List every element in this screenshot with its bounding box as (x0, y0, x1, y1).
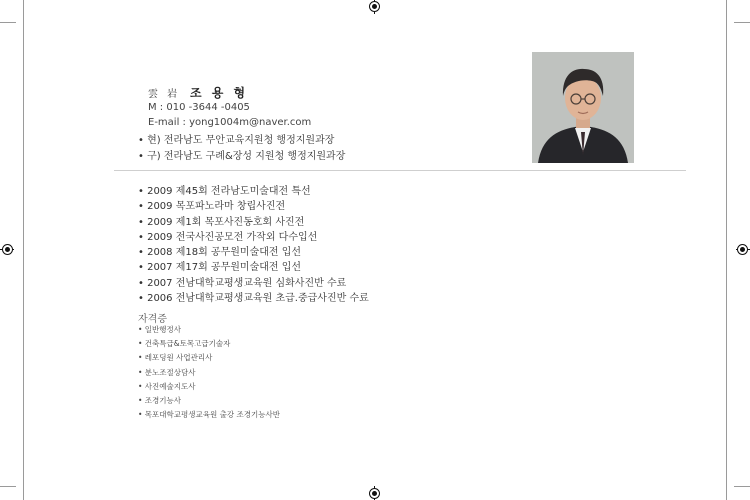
award-item: • 2009 제1회 목포사진동호회 사진전 (138, 216, 305, 228)
crop-line-right (726, 0, 727, 500)
crop-line-top (0, 22, 16, 23)
award-item: • 2007 전남대학교평생교육원 심화사진반 수료 (138, 277, 347, 289)
certifications-heading: 자격증 (138, 314, 167, 325)
certification-item: • 건축특급&토목고급기술자 (138, 339, 231, 349)
award-item: • 2008 제18회 공무원미술대전 입선 (138, 247, 302, 259)
full-name: 조 용 형 (190, 86, 249, 100)
profile-photo (532, 52, 634, 163)
former-position: • 구) 전라남도 구례&장성 지원청 행정지원과장 (138, 151, 346, 162)
certification-item: • 일반행정사 (138, 325, 182, 334)
award-item: • 2009 목포파노라마 창립사진전 (138, 201, 286, 213)
current-position: • 현) 전라남도 무안교육지원청 행정지원과장 (138, 135, 335, 146)
pen-name: 雲 岩 (148, 89, 181, 100)
registration-mark-top (369, 1, 380, 12)
mobile-number: M : 010 -3644 -0405 (148, 102, 250, 113)
award-item: • 2006 전남대학교평생교육원 초급.중급사진반 수료 (138, 293, 369, 305)
crop-line-bottom-right (734, 486, 750, 487)
award-item: • 2007 제17회 공무원미술대전 입선 (138, 262, 302, 274)
crop-line-bottom (0, 486, 16, 487)
certification-item: • 목포대학교평생교육원 출강 조경기능사반 (138, 410, 280, 420)
registration-mark-right (737, 244, 748, 255)
certification-item: • 분노조절상담사 (138, 367, 196, 377)
award-item: • 2009 전국사진공모전 가작외 다수입선 (138, 231, 318, 243)
certifications-list (138, 323, 280, 422)
certification-item: • 사진예술지도사 (138, 381, 196, 391)
awards-list (138, 184, 369, 306)
certification-item: • 레포딩원 사업관리사 (138, 353, 213, 363)
award-item: • 2009 제45회 전라남도미술대전 특선 (138, 186, 311, 197)
email-address: E-mail : yong1004m@naver.com (148, 117, 312, 128)
certification-item: • 조경기능사 (138, 395, 182, 405)
section-divider (114, 170, 686, 171)
crop-line-left (23, 0, 24, 500)
registration-mark-bottom (369, 488, 380, 499)
registration-mark-left (2, 244, 13, 255)
crop-line-top-right (734, 22, 750, 23)
profile-name (148, 84, 248, 101)
